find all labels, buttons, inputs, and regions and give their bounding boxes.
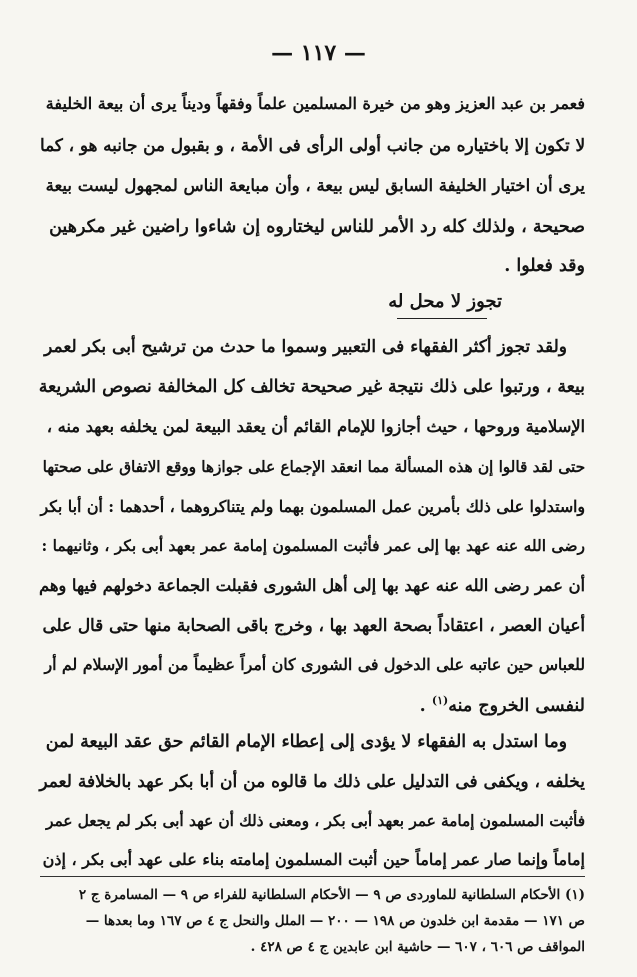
page-number: — ١١٧ —	[271, 40, 366, 66]
paragraph-2-line: أن عمر رضى الله عنه عهد بها إلى أهل الشورى فقبلت الجماعة دخولهم فيها وهم	[39, 576, 585, 595]
paragraph-1-line: وقد فعلوا .	[504, 256, 585, 276]
paragraph-2-line: لنفسى الخروج منه	[448, 695, 585, 716]
paragraph-2-line: رضى الله عنه عهد بها إلى عمر فأثبت المسلمون إمامة عمر بعهد أبى بكر ، وثانيهما :	[41, 536, 585, 555]
paragraph-2-line: حتى لقد قالوا إن هذه المسألة مما انعقد الإجماع على جوازها ووقع الاتفاق على صحتها	[42, 458, 585, 476]
paragraph-2-line: الإسلامية وروحها ، حيث أجازوا للإمام القائم أن يعقد البيعة لمن يخلفه بعهد منه ،	[46, 417, 585, 436]
paragraph-2-line: أعيان العصر ، اعتقاداً بصحة العهد بها ، وخرج باقى الصحابة منها حتى قال على	[42, 615, 585, 635]
subheading-underline	[397, 318, 487, 319]
footnote-reference: (١)	[431, 694, 449, 707]
paragraph-3-line: فأثبت المسلمون إمامة عمر بعهد أبى بكر ، ومعنى ذلك أن عهد أبى بكر لم يجعل عمر	[46, 812, 585, 830]
footnote-line: (١) الأحكام السلطانية للماوردى ص ٩ — الأحكام السلطانية للفراء ص ٩ — المسامرة ج ٢	[78, 887, 585, 903]
paragraph-1-line: صحيحة ، ولذلك كله رد الأمر للناس ليختاروه إن شاءوا راضين غير مكرهين	[49, 217, 585, 237]
paragraph-1-line: لا تكون إلا باختياره من جانب أولى الرأى فى الأمة ، و بقبول من جانبه هو ، كما	[40, 135, 585, 155]
paragraph-3-line: إماماً وإنما صار عمر إماماً حين أثبت المسلمون إمامته بناء على عهد أبى بكر ، إذن	[42, 850, 585, 869]
footnote-line: ص ١٧١ — مقدمة ابن خلدون ص ١٩٨ — ٢٠٠ — الملل والنحل ج ٤ ص ١٦٧ وما بعدها —	[85, 913, 585, 929]
paragraph-3-line: وما استدل به الفقهاء لا يؤدى إلى إعطاء الإمام القائم حق عقد البيعة لمن	[45, 732, 567, 752]
footnote-separator	[40, 876, 585, 877]
paragraph-2-line: ولقد تجوز أكثر الفقهاء فى التعبير وسموا ما حدث من ترشيح أبى بكر لعمر	[44, 337, 567, 357]
paragraph-2-last-line: لنفسى الخروج منه$^{(١)}$ .	[419, 694, 585, 716]
paragraph-2-line: بيعة ، ورتبوا على ذلك نتيجة غير صحيحة تخالف كل المخالفة نصوص الشريعة	[38, 377, 585, 397]
paragraph-2-line: للعباس حين عاتبه على الدخول فى الشورى كان أمراً عظيماً من أمور الإسلام لم أر	[44, 655, 585, 674]
footnote-line: المواقف ص ٦٠٦ ، ٦٠٧ — حاشية ابن عابدين ج ٤ ص ٤٢٨ .	[250, 939, 585, 955]
paragraph-2-line: واستدلوا على ذلك بأمرين عمل المسلمون بهما ولم يتناكروهما ، أحدهما : أن أبا بكر	[40, 497, 585, 516]
paragraph-1-line: يرى أن اختيار الخليفة السابق ليس بيعة ، وأن مبايعة الناس لمجهول ليست بيعة	[45, 176, 585, 195]
section-subheading: تجوز لا محل له	[388, 291, 502, 312]
paragraph-3-line: يخلفه ، ويكفى فى التدليل على ذلك ما قالوه من أن أبا بكر عهد بالخلافة لعمر	[39, 772, 585, 792]
paragraph-1-line: فعمر بن عبد العزيز وهو من خيرة المسلمين علماً وفقهاً وديناً يرى أن بيعة الخليفة	[45, 94, 585, 113]
